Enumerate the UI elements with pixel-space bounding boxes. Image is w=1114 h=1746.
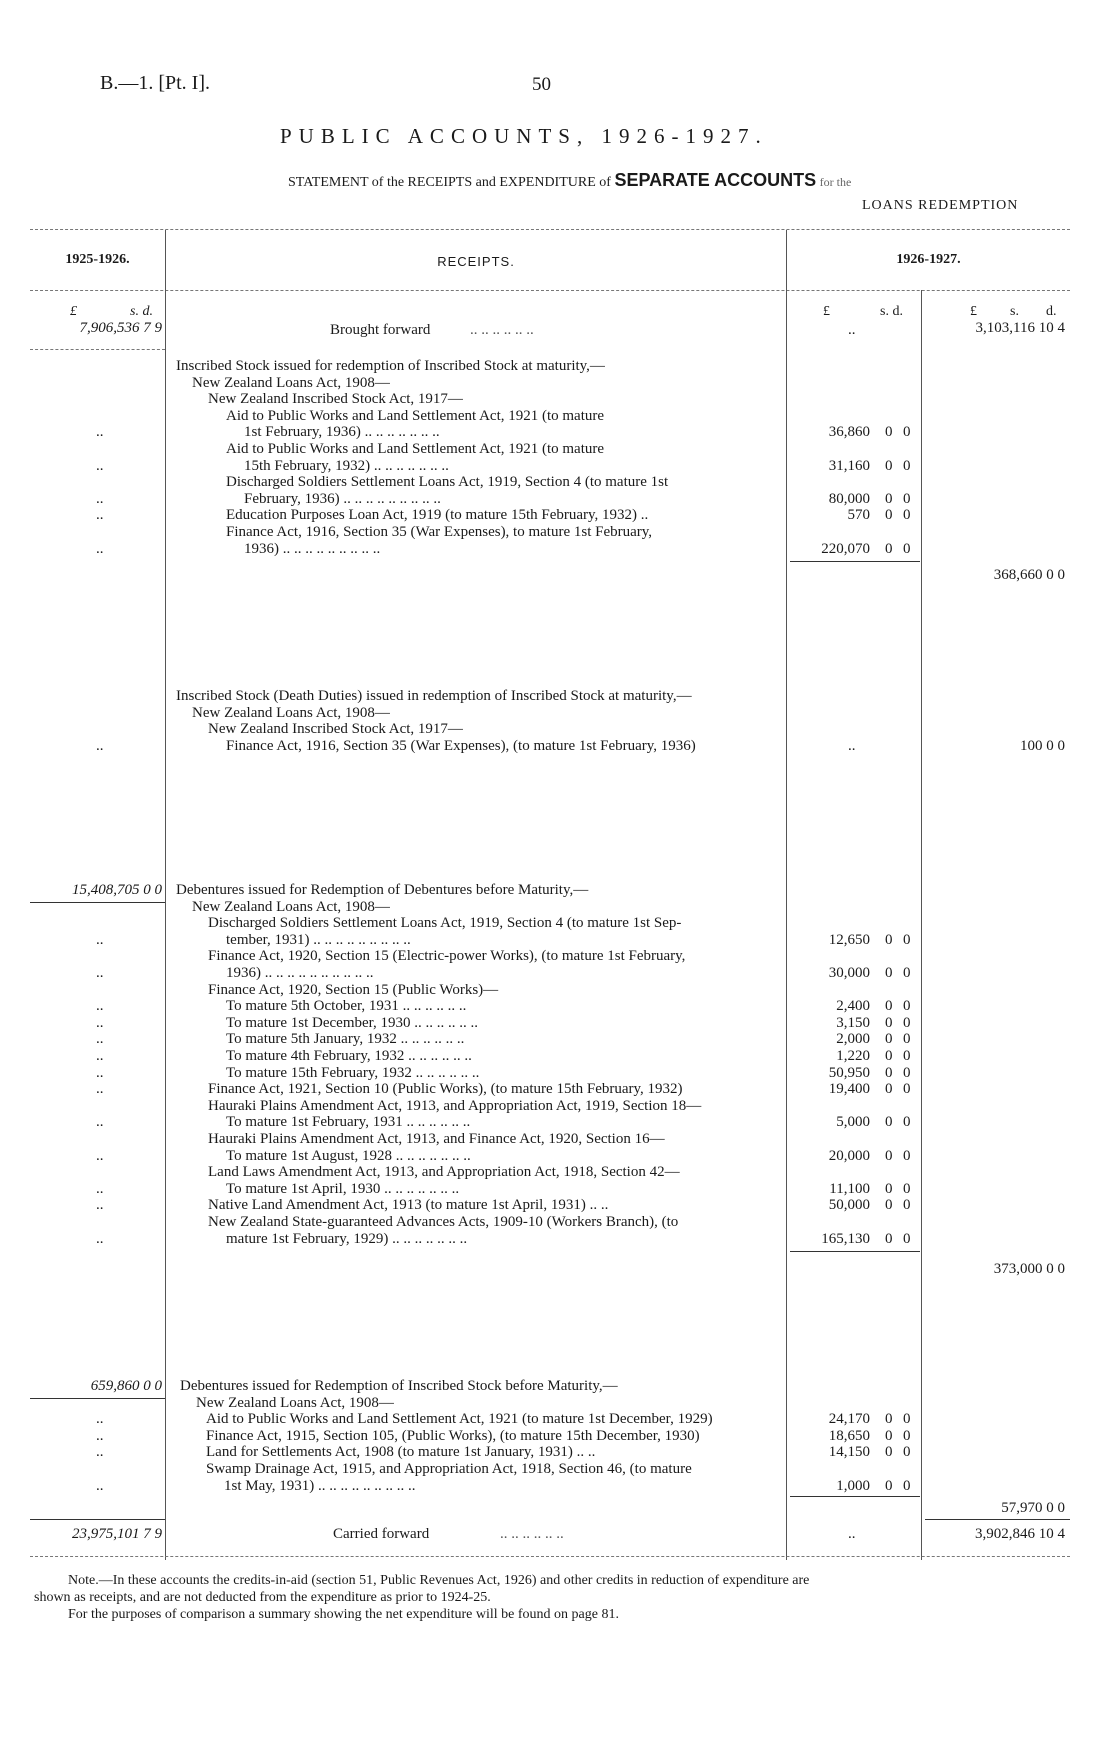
line-item-amount: 1,000 — [836, 1477, 870, 1494]
line-item-text: Finance Act, 1916, Section 35 (War Expenses), to mature 1st February, — [226, 524, 653, 540]
prev-year-value: .. — [96, 1197, 104, 1214]
line-item-amount: 18,650 — [828, 1427, 870, 1444]
table-bottom-rule — [30, 1556, 1070, 1557]
subtotal-rule — [790, 561, 920, 562]
line-item-shillings: 0 — [885, 1180, 893, 1197]
act-heading: New Zealand Inscribed Stock Act, 1917— — [208, 391, 463, 408]
line-item-shillings: 0 — [885, 1114, 893, 1131]
line-item-pence: 0 — [903, 1081, 911, 1098]
line-item-shillings: 0 — [885, 1444, 893, 1461]
line-item-shillings: 0 — [885, 1081, 893, 1098]
line-item-amount: 1,220 — [836, 1048, 870, 1064]
unit-pound-col1: £ — [823, 304, 830, 319]
line-item-pence: 0 — [903, 1180, 911, 1197]
line-item-text: To mature 5th October, 1931 .. .. .. .. .. .. — [226, 998, 467, 1015]
line-item-shillings: 0 — [885, 1477, 893, 1494]
prev-year-value: .. — [96, 1048, 104, 1064]
act-heading: New Zealand Loans Act, 1908— — [196, 1394, 394, 1411]
line-item-pence: 0 — [903, 1411, 911, 1428]
prev-year-value: .. — [96, 1014, 104, 1031]
line-item-shillings: 0 — [885, 1197, 893, 1214]
unit-pound-prev: £ — [70, 304, 77, 319]
prev-year-value: .. — [96, 998, 104, 1015]
line-item-amount: 5,000 — [836, 1114, 870, 1131]
line-item-text: Finance Act, 1920, Section 15 (Electric-power Works), (to mature 1st February, — [208, 948, 686, 965]
prev-total-rule — [30, 1398, 165, 1399]
line-item-text: Aid to Public Works and Land Settlement Act, 1921 (to mature — [226, 441, 605, 457]
prev-year-value: .. — [96, 490, 104, 507]
line-item-shillings: 0 — [885, 1031, 893, 1048]
brought-forward-leaders: .. .. .. .. .. .. — [470, 322, 534, 338]
brought-forward-prev: 7,906,536 7 9 — [79, 320, 162, 336]
carried-forward-leaders: .. .. .. .. .. .. — [500, 1526, 564, 1542]
line-item-text: 1st May, 1931) .. .. .. .. .. .. .. .. .. — [224, 1477, 416, 1494]
prev-year-value: .. — [96, 1477, 104, 1494]
line-item-text: Aid to Public Works and Land Settlement Act, 1921 (to mature — [226, 407, 605, 424]
line-item-shillings: 0 — [885, 1048, 893, 1064]
statement-title — [288, 170, 851, 191]
line-item-pence: 0 — [903, 490, 911, 507]
note-line-3: For the purposes of comparison a summary showing the net expenditure will be found on page 81. — [68, 1607, 619, 1622]
prev-year-value: .. — [96, 965, 104, 981]
statement-prefix: STATEMENT of the RECEIPTS and EXPENDITURE of — [288, 175, 611, 190]
line-item-pence: 0 — [903, 457, 911, 474]
line-item-pence: 0 — [903, 998, 911, 1015]
line-item-text: Finance Act, 1915, Section 105, (Public Works), (to mature 15th December, 1930) — [206, 1427, 700, 1444]
brought-forward-rule — [30, 349, 165, 350]
document-reference: B.—1. [Pt. I]. — [100, 72, 210, 94]
line-item-amount: 220,070 — [821, 540, 870, 557]
line-item-pence: 0 — [903, 931, 911, 948]
line-item-text: To mature 1st April, 1930 .. .. .. .. .. .. .. — [226, 1180, 460, 1197]
line-item-amount: 50,950 — [828, 1064, 870, 1081]
note-line-1: Note.—In these accounts the credits-in-aid (section 51, Public Revenues Act, 1926) and other credits in reduction of expenditure are — [68, 1573, 810, 1588]
line-item-pence: 0 — [903, 507, 911, 524]
line-item-amount: 14,150 — [828, 1444, 870, 1461]
statement-bold: SEPARATE ACCOUNTS — [614, 170, 817, 190]
column-header-curr-year: 1926-1927. — [896, 252, 961, 267]
prev-year-value: .. — [96, 1180, 104, 1197]
line-item-amount: 570 — [847, 507, 870, 524]
line-item-shillings: 0 — [885, 1427, 893, 1444]
prev-year-value: .. — [96, 1114, 104, 1131]
carried-forward-rule-total — [925, 1519, 1070, 1520]
unit-pound-col2: £ — [970, 304, 977, 319]
prev-year-total: 659,860 0 0 — [90, 1378, 162, 1394]
line-item-amount: 2,400 — [836, 998, 870, 1015]
line-item-text: Swamp Drainage Act, 1915, and Appropriation Act, 1918, Section 46, (to mature — [206, 1461, 692, 1477]
line-item-shillings: 0 — [885, 507, 893, 524]
line-item-pence: 0 — [903, 1427, 911, 1444]
line-item-amount: 19,400 — [828, 1081, 870, 1098]
line-item-text: Hauraki Plains Amendment Act, 1913, and Finance Act, 1920, Section 16— — [208, 1131, 665, 1147]
unit-sd-prev: s. d. — [130, 304, 153, 319]
prev-total-rule — [30, 902, 165, 903]
prev-year-value: .. — [96, 1031, 104, 1048]
prev-year-value: .. — [96, 540, 104, 557]
column-divider-receipts — [786, 230, 787, 1560]
line-item-amount: 24,170 — [828, 1411, 870, 1428]
line-item-pence: 0 — [903, 540, 911, 557]
brought-forward-col1: .. — [848, 322, 856, 338]
line-item-text: To mature 15th February, 1932 .. .. .. .. .. .. — [226, 1064, 480, 1081]
line-item-amount: 50,000 — [828, 1197, 870, 1214]
line-item-text: To mature 1st February, 1931 .. .. .. .. .. .. — [226, 1114, 471, 1131]
line-item-pence: 0 — [903, 1031, 911, 1048]
line-item-pence: 0 — [903, 424, 911, 441]
column-header-prev-year: 1925-1926. — [65, 252, 130, 267]
line-item-pence: 0 — [903, 1048, 911, 1064]
line-item-pence: 0 — [903, 1477, 911, 1494]
line-item-pence: 0 — [903, 1230, 911, 1247]
prev-year-value: .. — [96, 507, 104, 524]
line-item-shillings: 0 — [885, 931, 893, 948]
column-divider-prev — [165, 230, 166, 1560]
line-item-amount: 31,160 — [828, 457, 870, 474]
line-item-text: To mature 5th January, 1932 .. .. .. .. .. .. — [226, 1031, 465, 1048]
line-item-text: To mature 1st December, 1930 .. .. .. .. .. .. — [226, 1014, 479, 1031]
section-heading: Debentures issued for Redemption of Debentures before Maturity,— — [176, 882, 589, 898]
line-item-text: Finance Act, 1920, Section 15 (Public Works)— — [208, 981, 499, 998]
line-item-amount: 12,650 — [828, 931, 870, 948]
line-item-shillings: 0 — [885, 424, 893, 441]
line-item-text: February, 1936) .. .. .. .. .. .. .. .. .. — [244, 490, 441, 507]
prev-year-value: .. — [96, 1147, 104, 1164]
page-number: 50 — [532, 74, 551, 95]
statement-subtitle: LOANS REDEMPTION — [862, 198, 1019, 213]
line-item-text: Education Purposes Loan Act, 1919 (to mature 15th February, 1932) .. — [226, 507, 649, 524]
act-heading: New Zealand Loans Act, 1908— — [192, 374, 390, 391]
line-item-pence: 0 — [903, 1147, 911, 1164]
act-heading: New Zealand Inscribed Stock Act, 1917— — [208, 721, 463, 738]
line-item-amount: .. — [848, 737, 856, 754]
line-item-amount: 165,130 — [821, 1230, 870, 1247]
line-item-text: Aid to Public Works and Land Settlement Act, 1921 (to mature 1st December, 1929) — [206, 1411, 713, 1428]
line-item-shillings: 0 — [885, 1230, 893, 1247]
line-item-pence: 0 — [903, 1197, 911, 1214]
prev-year-value: .. — [96, 737, 104, 754]
page-title: PUBLIC ACCOUNTS, 1926-1927. — [280, 124, 768, 148]
line-item-text: To mature 4th February, 1932 .. .. .. .. .. .. — [226, 1048, 472, 1064]
prev-year-value: .. — [96, 424, 104, 441]
section-total: 57,970 0 0 — [1001, 1500, 1065, 1517]
line-item-shillings: 0 — [885, 1147, 893, 1164]
line-item-text: Native Land Amendment Act, 1913 (to mature 1st April, 1931) .. .. — [208, 1197, 609, 1214]
line-item-text: To mature 1st August, 1928 .. .. .. .. .. .. .. — [226, 1147, 471, 1164]
note-line-2: shown as receipts, and are not deducted from the expenditure as prior to 1924-25. — [34, 1590, 491, 1605]
line-item-text: 1936) .. .. .. .. .. .. .. .. .. — [244, 540, 381, 557]
section-total: 368,660 0 0 — [993, 567, 1065, 584]
carried-forward-rule-prev — [30, 1519, 165, 1520]
line-item-shillings: 0 — [885, 1064, 893, 1081]
table-top-rule — [30, 229, 1070, 230]
line-item-pence: 0 — [903, 1014, 911, 1031]
carried-forward-total: 3,902,846 10 4 — [975, 1526, 1065, 1542]
line-item-amount: 36,860 — [828, 424, 870, 441]
line-item-text: Land for Settlements Act, 1908 (to mature 1st January, 1931) .. .. — [206, 1444, 596, 1461]
unit-s-col2: s. — [1010, 304, 1019, 319]
section-total: 373,000 0 0 — [993, 1261, 1065, 1278]
column-divider-amounts — [921, 290, 922, 1560]
section-heading: Inscribed Stock issued for redemption of Inscribed Stock at maturity,— — [176, 358, 605, 374]
column-header-receipts: RECEIPTS. — [437, 254, 515, 269]
line-item-shillings: 0 — [885, 1014, 893, 1031]
line-item-shillings: 0 — [885, 540, 893, 557]
line-item-shillings: 0 — [885, 490, 893, 507]
line-item-shillings: 0 — [885, 998, 893, 1015]
brought-forward-total: 3,103,116 10 4 — [975, 320, 1065, 336]
line-item-pence: 0 — [903, 965, 911, 981]
line-item-text: Land Laws Amendment Act, 1913, and Appropriation Act, 1918, Section 42— — [208, 1164, 680, 1181]
line-item-pence: 0 — [903, 1114, 911, 1131]
line-item-text: 1936) .. .. .. .. .. .. .. .. .. .. — [226, 965, 374, 981]
line-item-amount: 11,100 — [829, 1180, 870, 1197]
line-item-text: 1st February, 1936) .. .. .. .. .. .. .. — [244, 424, 440, 441]
prev-year-value: .. — [96, 1081, 104, 1098]
prev-year-total: 15,408,705 0 0 — [72, 882, 162, 898]
line-item-shillings: 0 — [885, 457, 893, 474]
subtotal-rule — [790, 1496, 920, 1497]
line-item-text: Finance Act, 1921, Section 10 (Public Works), (to mature 15th February, 1932) — [208, 1081, 683, 1098]
line-item-shillings: 0 — [885, 965, 893, 981]
carried-forward-label: Carried forward — [333, 1526, 430, 1542]
line-item-amount: 80,000 — [828, 490, 870, 507]
prev-year-value: .. — [96, 931, 104, 948]
line-item-text: Discharged Soldiers Settlement Loans Act, 1919, Section 4 (to mature 1st Sep- — [208, 915, 682, 932]
statement-suffix: for the — [819, 175, 852, 189]
prev-year-value: .. — [96, 1444, 104, 1461]
section-total: 100 0 0 — [1020, 737, 1065, 754]
act-heading: New Zealand Loans Act, 1908— — [192, 704, 390, 721]
prev-year-value: .. — [96, 1411, 104, 1428]
line-item-amount: 3,150 — [836, 1014, 870, 1031]
header-bottom-rule — [30, 290, 1070, 291]
unit-d-col2: d. — [1046, 304, 1057, 319]
line-item-pence: 0 — [903, 1444, 911, 1461]
line-item-shillings: 0 — [885, 1411, 893, 1428]
prev-year-value: .. — [96, 457, 104, 474]
carried-forward-prev: 23,975,101 7 9 — [72, 1526, 162, 1542]
prev-year-value: .. — [96, 1427, 104, 1444]
prev-year-value: .. — [96, 1230, 104, 1247]
line-item-amount: 20,000 — [828, 1147, 870, 1164]
line-item-text: Discharged Soldiers Settlement Loans Act, 1919, Section 4 (to mature 1st — [226, 474, 669, 491]
line-item-amount: 30,000 — [828, 965, 870, 981]
line-item-text: New Zealand State-guaranteed Advances Acts, 1909-10 (Workers Branch), (to — [208, 1214, 679, 1230]
line-item-pence: 0 — [903, 1064, 911, 1081]
line-item-text: 15th February, 1932) .. .. .. .. .. .. .. — [244, 457, 449, 474]
subtotal-rule — [790, 1251, 920, 1252]
section-heading: Inscribed Stock (Death Duties) issued in redemption of Inscribed Stock at maturity,— — [176, 688, 692, 704]
brought-forward-label: Brought forward — [330, 322, 431, 338]
prev-year-value: .. — [96, 1064, 104, 1081]
line-item-amount: 2,000 — [836, 1031, 870, 1048]
line-item-text: tember, 1931) .. .. .. .. .. .. .. .. .. — [226, 931, 411, 948]
section-heading: Debentures issued for Redemption of Inscribed Stock before Maturity,— — [180, 1378, 618, 1394]
act-heading: New Zealand Loans Act, 1908— — [192, 898, 390, 915]
line-item-text: Finance Act, 1916, Section 35 (War Expenses), (to mature 1st February, 1936) — [226, 737, 696, 754]
line-item-text: Hauraki Plains Amendment Act, 1913, and Appropriation Act, 1919, Section 18— — [208, 1097, 702, 1114]
unit-sd-col1: s. d. — [880, 304, 903, 319]
line-item-text: mature 1st February, 1929) .. .. .. .. .. .. .. — [226, 1230, 468, 1247]
carried-forward-col1: .. — [848, 1526, 856, 1542]
